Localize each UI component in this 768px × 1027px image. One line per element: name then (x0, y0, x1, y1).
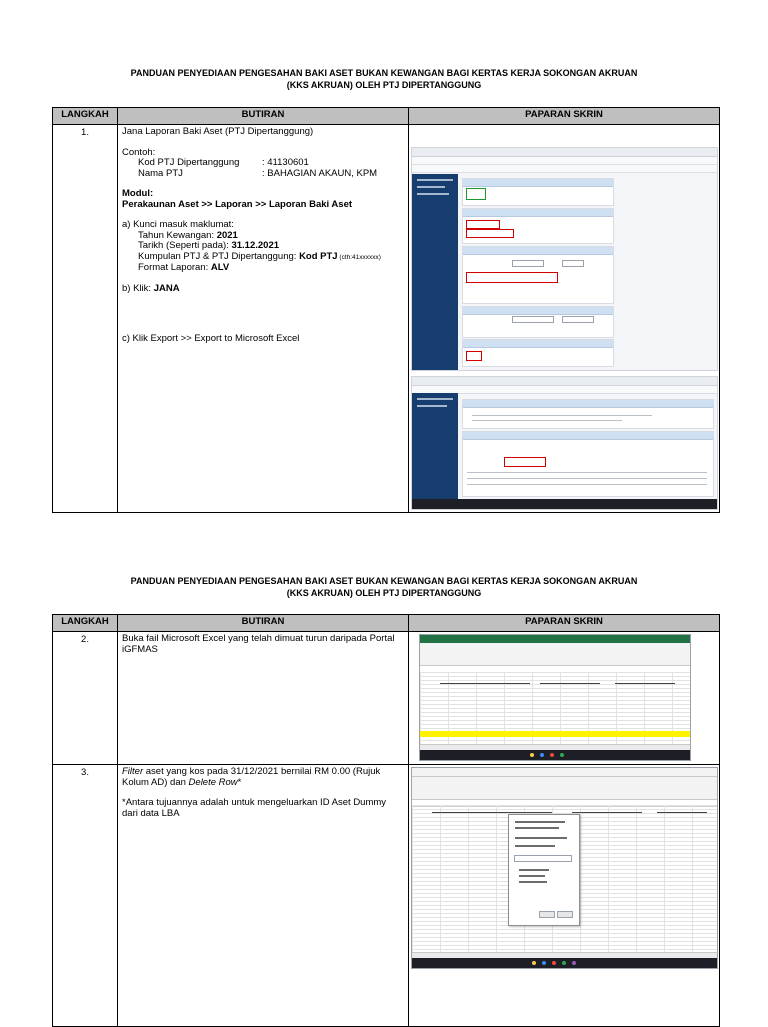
page-title-bottom (60, 575, 708, 599)
ptj-group-value: Kod PTJ (299, 250, 338, 262)
ptj-name-row (122, 169, 404, 180)
table-header-row (53, 108, 720, 125)
format-label: Format Laporan: (138, 262, 211, 273)
step3-screenshot-cell (409, 765, 720, 1027)
excel-screenshot (419, 634, 691, 761)
report-sidebar (412, 393, 458, 509)
ptj-code-row (122, 158, 404, 169)
asterisk: * (237, 776, 242, 788)
example-label: Contoh: (122, 146, 156, 158)
header-detail: BUTIRAN (118, 615, 409, 632)
instruction-c: c) Klik Export >> Export to Microsoft Excel (122, 333, 300, 344)
page-title-line2: (KKS AKRUAN) OLEH PTJ DIPERTANGGUNG (286, 80, 482, 90)
instruction-a: a) Kunci masuk maklumat: (122, 219, 234, 230)
page-title-line1: PANDUAN PENYEDIAAN PENGESAHAN BAKI ASET BUKAN KEWANGAN BAGI KERTAS KERJA SOKONGAN AKRUAN (130, 68, 638, 78)
year-label: Tahun Kewangan: (138, 229, 217, 241)
excel-filter-screenshot (411, 767, 718, 969)
igfmas-sidebar (412, 174, 458, 370)
page-title-line2: (KKS AKRUAN) OLEH PTJ DIPERTANGGUNG (286, 588, 482, 598)
header-screen: PAPARAN SKRIN (409, 615, 720, 632)
filter-word: Filter (122, 766, 144, 777)
step1-title: Jana Laporan Baki Aset (PTJ Dipertanggung) (122, 126, 314, 137)
step-number: 3. (53, 765, 118, 1027)
ptj-group-note: (cth:41xxxxxx) (337, 253, 381, 261)
ptj-name-label: Nama PTJ (138, 167, 183, 179)
page-title-top (60, 67, 708, 91)
step3-note: *Antara tujuannya adalah untuk mengeluarkan ID Aset Dummy dari data LBA (122, 797, 387, 819)
table-row-step2 (53, 632, 720, 765)
ptj-group-label: Kumpulan PTJ & PTJ Dipertanggung: (138, 250, 300, 262)
table-row-step1 (53, 125, 720, 513)
step3-text (122, 767, 404, 788)
header-detail: BUTIRAN (118, 108, 409, 125)
step1-details (118, 125, 409, 513)
ptj-code-value: : 41130601 (262, 157, 309, 168)
table-row-step3 (53, 765, 720, 1027)
igfmas-report-screenshot (411, 376, 718, 510)
year-value: 2021 (216, 229, 238, 241)
guide-table-1 (52, 107, 720, 513)
instruction-b (122, 284, 404, 295)
step2-screenshot-cell (409, 632, 720, 765)
step-number: 1. (53, 125, 118, 513)
highlighted-row (420, 731, 690, 737)
page-title-line1: PANDUAN PENYEDIAAN PENGESAHAN BAKI ASET BUKAN KEWANGAN BAGI KERTAS KERJA SOKONGAN AKRUAN (130, 576, 638, 586)
table-header-row (53, 615, 720, 632)
step-number: 2. (53, 632, 118, 765)
header-step: LANGKAH (53, 615, 118, 632)
step1-screenshots (409, 125, 720, 513)
ptj-code-label: Kod PTJ Dipertanggung (138, 157, 240, 168)
delete-row-word: Delete Row (188, 776, 238, 788)
step2-text: Buka fail Microsoft Excel yang telah dimuat turun daripada Portal iGFMAS (118, 632, 409, 765)
step3-details (118, 765, 409, 1027)
filter-dropdown (508, 814, 580, 926)
igfmas-form-screenshot (411, 147, 718, 371)
module-path: Perakaunan Aset >> Laporan >> Laporan Baki Aset (122, 198, 353, 210)
step3-text-mid: aset yang kos pada 31/12/2021 bernilai RM 0.00 (Rujuk Kolum AD) dan (122, 766, 381, 788)
format-value: ALV (210, 262, 230, 273)
jana-text: JANA (153, 282, 180, 294)
guide-table-2 (52, 614, 720, 1027)
b-label: b) Klik: (122, 282, 154, 294)
date-value: 31.12.2021 (231, 240, 280, 251)
ptj-name-value: : BAHAGIAN AKAUN, KPM (262, 167, 378, 179)
header-screen: PAPARAN SKRIN (409, 108, 720, 125)
format-line (122, 263, 404, 274)
module-label: Modul: (122, 188, 154, 199)
header-step: LANGKAH (53, 108, 118, 125)
date-label: Tarikh (Seperti pada): (138, 240, 232, 251)
